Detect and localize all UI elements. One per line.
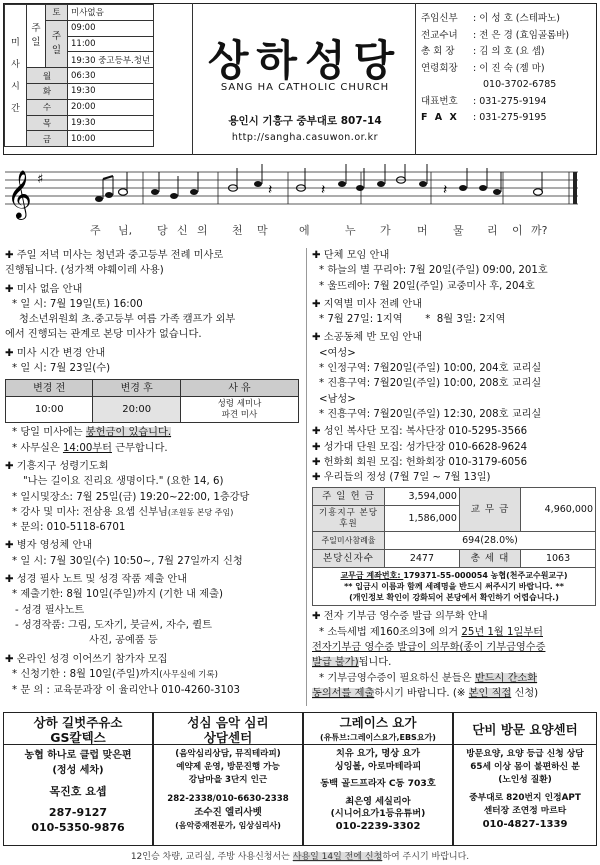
notice-r4: ✚ 성인 복사단 모집: 복사단장 010-5295-3566 — [312, 426, 528, 438]
time-tue: 19:30 — [68, 83, 154, 99]
table-cell: 기흥지구 본당후원 — [313, 506, 385, 532]
notice-text: 동의서를 제출하시기 바랍니다. (※ 본인 직접 신청) — [312, 687, 539, 699]
ad-gas-station: 상하 길벗주유소 GS칼텍스 농협 하나로 클럽 맞은편 (정성 세차) 목진호 요셉 287-9127 010-5350-9876 — [3, 712, 153, 846]
notice-text: * 7월 27일: 1지역 * 8월 3일: 2지역 — [319, 314, 506, 326]
time-sun-3: 19:30 중고등부.청년 — [68, 52, 154, 68]
treble-clef-icon: 𝄞 — [7, 169, 32, 218]
table-cell: 총 세 대 — [459, 550, 520, 568]
table-cell: 694(28.0%) — [385, 532, 596, 550]
notice-text: * 진흥구역: 7월20일(주일) 12:30, 208호 교리실 — [319, 408, 542, 420]
notice-text: * 인정구역: 7월20일(주일) 10:00, 204호 교리실 — [319, 363, 542, 375]
notice-text: - 성경작품: 그림, 도자기, 붓글씨, 자수, 퀼트 — [15, 619, 212, 631]
right-column — [312, 248, 596, 701]
notice-r6: ✚ 헌화회 회원 모집: 헌화회장 010-3179-6056 — [312, 456, 528, 468]
table-cell: 2477 — [385, 550, 460, 568]
staff-row: 전교수녀 : 전 은 경 (효임골롬바) — [421, 29, 570, 41]
lyrics-line: 주 님, 당 신 의 천 막 에 누 가 머 물 리 이 까? — [90, 224, 548, 237]
table-cell: 1063 — [521, 550, 596, 568]
mass-time-label: 미 사 시 간 — [5, 5, 27, 147]
offering-table — [312, 487, 596, 606]
notice-text: * 울뜨레아: 7월 20일(주일) 교중미사 후, 204호 — [319, 280, 535, 292]
table-header: 변경 전 — [6, 380, 93, 397]
time-sun-1: 09:00 — [68, 20, 154, 36]
ad-care-center: 단비 방문 요양센터 방문요양, 요양 등급 신청 상담 65세 이상 몸이 불편하신 분 (노인성 질환) 중부대로 820번지 인정APT 센터장 조연정 마르타 010-4827-1339 — [453, 712, 597, 846]
notice-text: 전자기부금 영수증 발급이 의무화(종이 기부금영수증 — [312, 642, 546, 654]
notice-r5: ✚ 성가대 단원 모집: 성가단장 010-6628-9624 — [312, 441, 528, 453]
table-header: 사 유 — [180, 380, 298, 397]
day-tue: 화 — [27, 83, 68, 99]
ads-section — [3, 712, 597, 846]
table-cell: 4,960,000 — [521, 488, 596, 532]
notice-text: * 일시및장소: 7월 25일(금) 19:20~22:00, 1층강당 — [12, 491, 250, 503]
sunday-label: 주 일 — [27, 5, 46, 68]
church-title-en: SANG HA CATHOLIC CHURCH — [220, 82, 390, 93]
notice-7: ✚ 온라인 성경 이어쓰기 참가자 모집 — [5, 653, 168, 665]
notice-r7: ✚ 우리들의 정성 (7월 7일 ~ 7월 13일) — [312, 472, 491, 484]
notice-text: 청소년위원회 초.중고등부 여름 가족 캠프가 외부 — [19, 314, 236, 326]
ad-yoga: 그레이스 요가 (유튜브:그레이스요가,EBS요가) 치유 요가, 명상 요가 싱잉볼, 아로마테라피 동백 골드프라자 C동 703호 최은영 세실리아 (시니어요가1등유튜버) 010-2239-3302 — [303, 712, 453, 846]
footer-note: 12인승 차량, 교리실, 주방 사용신청서는 사용일 14일 전에 신청하여 주시기 바랍니다. — [130, 852, 470, 862]
notice-4: ✚ 기흥지구 성령기도회 — [5, 460, 109, 472]
notice-text: * 일 시: 7월 30일(수) 10:50~, 7월 27일까지 신청 — [12, 555, 243, 567]
notice-text: <남성> — [319, 393, 356, 405]
notice-text: 진행됩니다. (성가책 야훼이레 사용) — [5, 265, 164, 277]
day-thu: 목 — [27, 115, 68, 131]
table-cell: 교 무 금 — [459, 488, 520, 532]
day-mon: 월 — [27, 68, 68, 84]
table-cell: 10:00 — [6, 397, 93, 423]
header-divider-right — [415, 3, 416, 155]
notice-text: * 신청기한 : 8월 10일(주일)까지(사무실에 기록) — [12, 668, 218, 680]
notice-r2: ✚ 지역별 미사 전례 안내 — [312, 298, 423, 310]
table-cell: 주 일 헌 금 — [313, 488, 385, 506]
notice-text: <여성> — [319, 347, 356, 359]
notice-text: 에서 진행되는 관계로 본당 미사가 없습니다. — [5, 329, 202, 341]
staff-row: 대표번호 : 031-275-9194 — [421, 95, 547, 107]
notice-3: ✚ 미사 시간 변경 안내 — [5, 347, 106, 359]
notice-text: * 하늘의 별 꾸리아: 7월 20일(주일) 09:00, 201호 — [319, 265, 548, 277]
schedule-change-table — [5, 379, 299, 423]
time-fri: 10:00 — [68, 131, 154, 147]
notice-text: * 기부금영수증이 필요하신 분들은 반드시 간소화 — [319, 672, 538, 684]
church-url[interactable]: http://sangha.casuwon.or.kr — [231, 132, 379, 143]
table-cell: 주일미사참례율 — [313, 532, 385, 550]
column-divider — [306, 248, 307, 706]
staff-row: 연령회장 : 이 진 숙 (젬 마) — [421, 62, 545, 74]
staff-row: 010-3702-6785 — [483, 79, 557, 90]
notice-text: * 문의: 010-5118-6701 — [12, 522, 126, 534]
notice-text: * 진흥구역: 7월20일(주일) 10:00, 208호 교리실 — [319, 378, 542, 390]
ad-music-therapy: 성심 음악 심리 상담센터 (음악심리상담, 뮤직테라피) 예약제 운영, 방문진행 가능 강남마을 3단지 인근 282-2338/010-6630-2338 조수진 엘리사벳 (음악중재전문가, 임상심리사) — [153, 712, 303, 846]
notice-text: * 강사 및 미사: 전삼용 요셉 신부님(조원동 본당 주임) — [12, 506, 234, 518]
table-cell: 본당신자수 — [313, 550, 385, 568]
notice-text: "나는 길이요 진리요 생명이다." (요한 14, 6) — [23, 476, 224, 488]
notice-text: * 제출기한: 8월 10일(주일)까지 (기한 내 제출) — [12, 589, 223, 601]
staff-list — [421, 11, 597, 127]
notice-text: * 일 시: 7월 23일(수) — [12, 363, 111, 375]
notice-text: - 성경 필사노트 — [15, 604, 85, 616]
notice-text: * 당일 미사에는 봉헌금이 있습니다. — [12, 427, 172, 439]
left-column — [5, 248, 301, 698]
staff-row: 주임신부 : 이 성 호 (스테파노) — [421, 13, 560, 24]
staff-row: 총 회 장 : 김 의 호 (요 셉) — [421, 46, 545, 57]
notice-r8: ✚ 전자 기부금 영수증 발급 의무화 안내 — [312, 611, 488, 623]
notice-2: ✚ 미사 없음 안내 — [5, 283, 83, 295]
staff-row: F A X : 031-275-9195 — [421, 112, 547, 123]
notice-text: * 일 시: 7월 19일(토) 16:00 — [12, 298, 143, 310]
notice-text: * 소득세법 제160조의3에 의거 25년 1월 1일부터 — [319, 626, 543, 638]
rest-icon: 𝄽 — [268, 182, 273, 198]
rest-icon: 𝄽 — [443, 182, 448, 198]
header-divider-left — [192, 3, 193, 155]
sunday-col: 주 일 — [46, 20, 68, 67]
notice-text: 발급 불가)됩니다. — [312, 657, 392, 669]
mass-schedule-table — [4, 4, 154, 147]
time-mon: 06:30 — [68, 68, 154, 84]
account-info: 교무금 계좌번호: 179371-55-000054 농협(천주교수원교구) ** 입금시 이름과 함께 세례명을 반드시 써주시기 바랍니다. ** (개인정보 확인이 강화되어 본당에서 확인하기 어렵습니다.) — [313, 568, 596, 606]
time-wed: 20:00 — [68, 99, 154, 115]
notice-1: ✚ 주일 저녁 미사는 청년과 중고등부 전례 미사로 — [5, 250, 224, 261]
time-sun-2: 11:00 — [68, 36, 154, 52]
church-title: 상하성당 — [207, 36, 403, 85]
notes — [95, 177, 543, 202]
notice-r1: ✚ 단체 모임 안내 — [312, 250, 390, 261]
notice-6: ✚ 성경 필사 노트 및 성경 작품 제출 안내 — [5, 574, 188, 586]
sharp-icon: ♯ — [37, 172, 44, 187]
table-cell: 20:00 — [93, 397, 180, 423]
table-cell: 3,594,000 — [385, 488, 460, 506]
day-wed: 수 — [27, 99, 68, 115]
church-address: 용인시 기흥구 중부대로 807-14 — [228, 115, 382, 127]
notice-text: * 사무실은 14:00부터 근무합니다. — [12, 442, 168, 454]
day-sat: 토 — [46, 5, 68, 21]
notice-text: * 문 의 : 교육문과장 이 율리안나 010-4260-3103 — [12, 685, 240, 697]
music-staff — [3, 164, 597, 222]
day-fri: 금 — [27, 131, 68, 147]
rest-icon: 𝄽 — [321, 182, 326, 198]
notice-r3: ✚ 소공동체 반 모임 안내 — [312, 332, 423, 344]
time-sat: 미사없음 — [68, 5, 154, 21]
time-thu: 19:30 — [68, 115, 154, 131]
notice-text: 사진, 공예품 등 — [89, 635, 158, 647]
notice-5: ✚ 병자 영성체 안내 — [5, 540, 93, 552]
table-cell: 성령 세미나 파견 미사 — [180, 397, 298, 423]
table-header: 변경 후 — [93, 380, 180, 397]
table-cell: 1,586,000 — [385, 506, 460, 532]
